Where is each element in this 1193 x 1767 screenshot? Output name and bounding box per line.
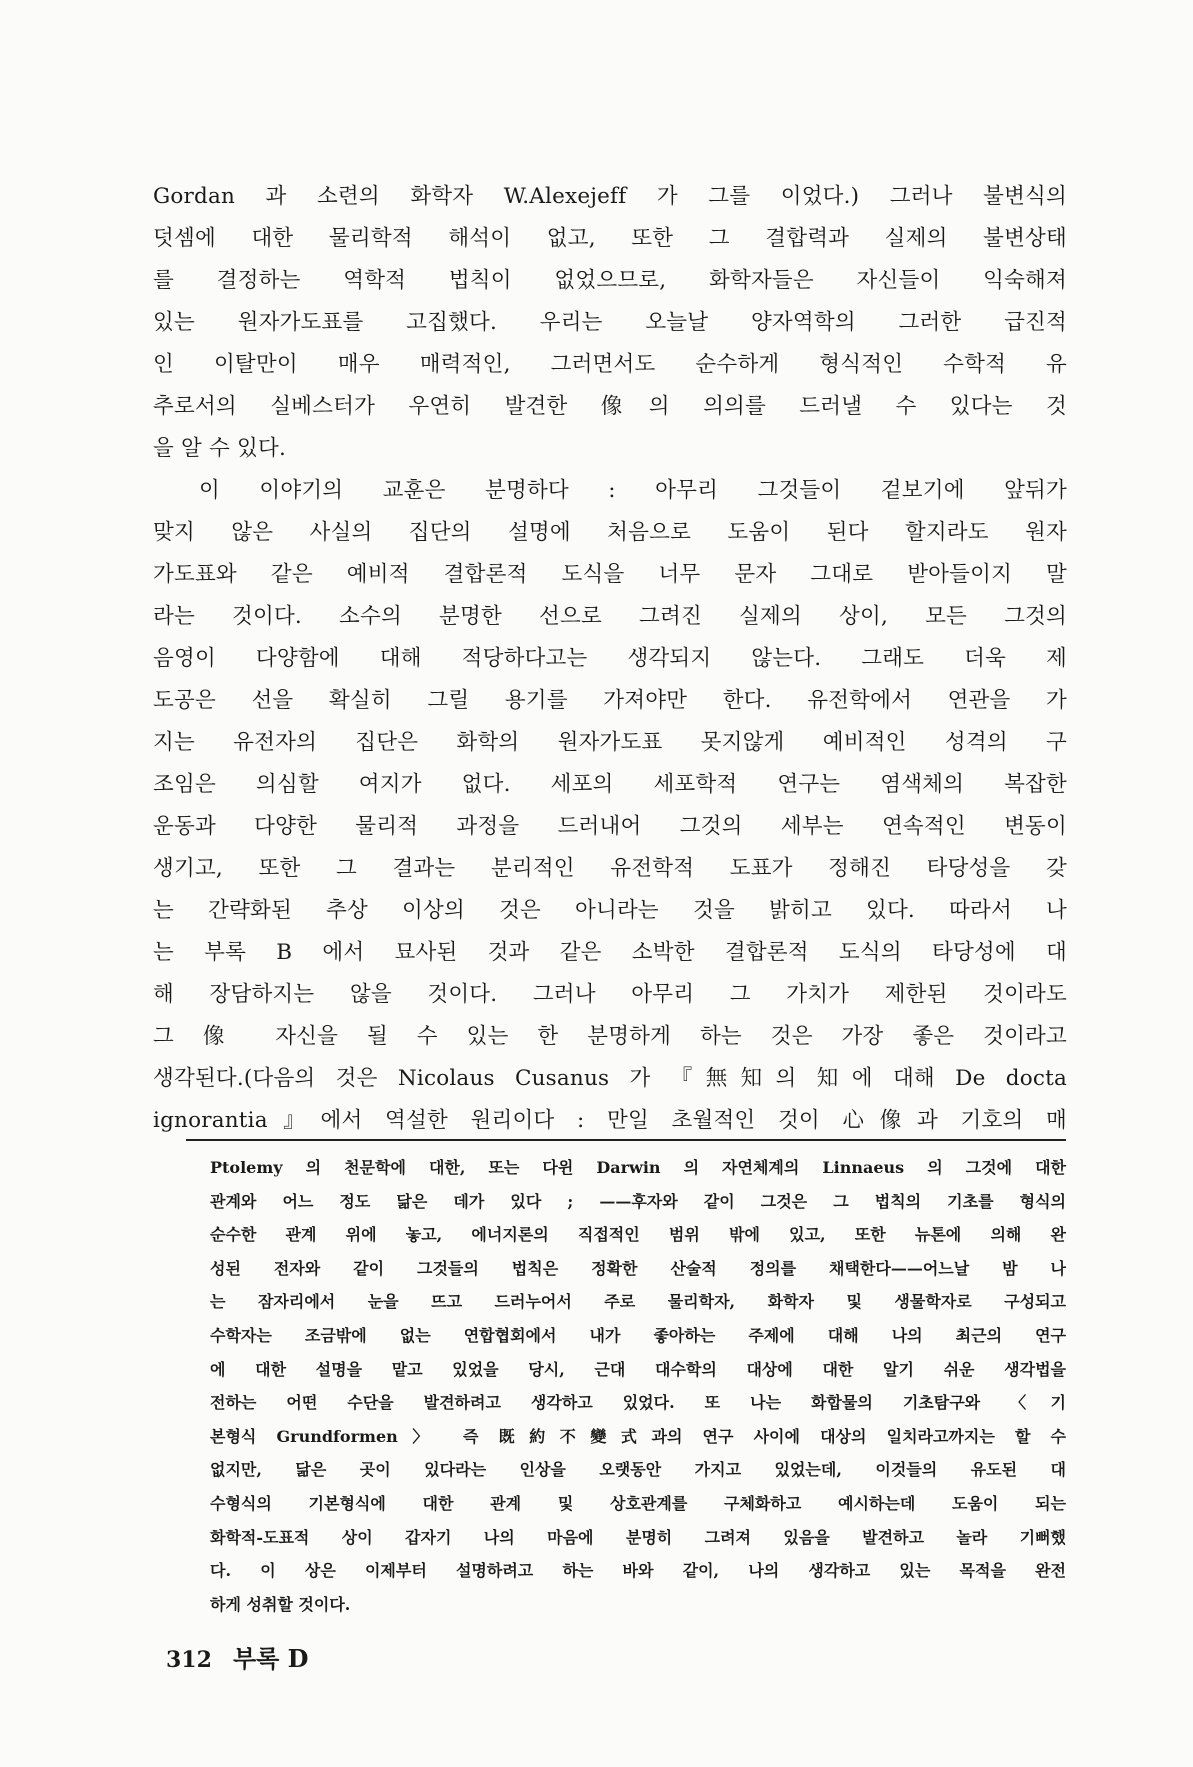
footnote-line: 에 대한 설명을 맡고 있었을 당시, 근대 대수학의 대상에 대한 알기 쉬운 생각법을 (210, 1359, 1066, 1379)
page-footer (166, 1639, 308, 1674)
body-line: 해 장담하지는 않을 것이다. 그러나 아무리 그 가치가 제한된 것이라도 (153, 982, 1067, 1007)
footnote-line: 관계와 어느 정도 닮은 데가 있다 ; ——후자와 같이 그것은 그 법칙의 기초를 형식의 (210, 1191, 1066, 1211)
body-line: 있는 원자가도표를 고집했다. 우리는 오늘날 양자역학의 그러한 급진적 (153, 310, 1067, 335)
body-line: 이 이야기의 교훈은 분명하다 : 아무리 그것들이 겉보기에 앞뒤가 (199, 478, 1067, 503)
body-line: 인 이탈만이 매우 매력적인, 그러면서도 순수하게 형식적인 수학적 유 (153, 352, 1067, 377)
body-line: 음영이 다양함에 대해 적당하다고는 생각되지 않는다. 그래도 더욱 제 (153, 646, 1067, 671)
footnote-line: 는 잠자리에서 눈을 뜨고 드러누어서 주로 물리학자, 화학자 및 생물학자로 구성되고 (210, 1292, 1066, 1312)
body-line: 를 결정하는 역학적 법칙이 없었으므로, 화학자들은 자신들이 익숙해져 (153, 268, 1067, 293)
body-line: 도공은 선을 확실히 그릴 용기를 가져야만 한다. 유전학에서 연관을 가 (153, 688, 1067, 713)
body-line: 을 알 수 있다. (153, 436, 286, 461)
body-text (153, 176, 1067, 1142)
footnote-divider (186, 1139, 1066, 1141)
footnote-line: 본형식 Grundformen〉 즉 既約不變式과의 연구 사이에 대상의 일치라고까지는 할 수 (210, 1426, 1066, 1446)
body-line: 생각된다.(다음의 것은 Nicolaus Cusanus 가 『無知의 知에 대해 De docta (153, 1066, 1067, 1091)
body-line: 맞지 않은 사실의 집단의 설명에 처음으로 도움이 된다 할지라도 원자 (153, 520, 1067, 545)
body-line: Gordan 과 소련의 화학자 W.Alexejeff 가 그를 이었다.) 그러나 불변식의 (153, 184, 1067, 209)
body-line: 가도표와 같은 예비적 결합론적 도식을 너무 문자 그대로 받아들이지 말 (153, 562, 1067, 587)
body-line: 라는 것이다. 소수의 분명한 선으로 그려진 실제의 상이, 모든 그것의 (153, 604, 1067, 629)
page-number: 312 (166, 1647, 212, 1673)
footnote-line: Ptolemy 의 천문학에 대한, 또는 다윈 Darwin 의 자연체계의 Linnaeus 의 그것에 대한 (210, 1158, 1066, 1177)
footnote-line: 전하는 어떤 수단을 발견하려고 생각하고 있었다. 또 나는 화합물의 기초탐구와 〈기 (210, 1393, 1066, 1413)
body-line: 운동과 다양한 물리적 과정을 드러내어 그것의 세부는 연속적인 변동이 (153, 814, 1067, 839)
footnote-line: 수학자는 조금밖에 없는 연합협회에서 내가 좋아하는 주제에 대해 나의 최근의 연구 (210, 1325, 1066, 1345)
body-line: 추로서의 실베스터가 우연히 발견한 像의 의의를 드러낼 수 있다는 것 (153, 394, 1067, 419)
body-line: 는 부록 B 에서 묘사된 것과 같은 소박한 결합론적 도식의 타당성에 대 (153, 940, 1067, 965)
footnote-line: 화학적-도표적 상이 갑자기 나의 마음에 분명히 그려져 있음을 발견하고 놀라 기뻐했 (210, 1527, 1066, 1547)
body-line: 조임은 의심할 여지가 없다. 세포의 세포학적 연구는 염색체의 복잡한 (153, 772, 1067, 797)
footnote-line: 성된 전자와 같이 그것들의 법칙은 정확한 산술적 정의를 채택한다——어느날 밤 나 (210, 1258, 1066, 1278)
body-line: 지는 유전자의 집단은 화학의 원자가도표 못지않게 예비적인 성격의 구 (153, 730, 1067, 755)
footnote-line: 순수한 관계 위에 놓고, 에너지론의 직접적인 범위 밖에 있고, 또한 뉴톤에 의해 완 (210, 1225, 1066, 1245)
section-label: 부록 D (232, 1644, 309, 1673)
footnote-line: 수형식의 기본형식에 대한 관계 및 상호관계를 구체화하고 예시하는데 도움이 되는 (210, 1493, 1066, 1513)
body-line: 는 간략화된 추상 이상의 것은 아니라는 것을 밝히고 있다. 따라서 나 (153, 898, 1067, 923)
footnote-text (210, 1151, 1066, 1621)
body-line: 덧셈에 대한 물리학적 해석이 없고, 또한 그 결합력과 실제의 불변상태 (153, 226, 1067, 251)
footnote-line: 다. 이 상은 이제부터 설명하려고 하는 바와 같이, 나의 생각하고 있는 목적을 완전 (210, 1561, 1066, 1581)
footnote-line: 하게 성취할 것이다. (210, 1594, 351, 1614)
body-line: ignorantia』에서 역설한 원리이다 : 만일 초월적인 것이 心像과 기호의 매 (153, 1108, 1067, 1133)
body-line: 그 像 자신을 될 수 있는 한 분명하게 하는 것은 가장 좋은 것이라고 (153, 1024, 1067, 1049)
body-line: 생기고, 또한 그 결과는 분리적인 유전학적 도표가 정해진 타당성을 갖 (153, 856, 1067, 881)
footnote-line: 없지만, 닮은 곳이 있다라는 인상을 오랫동안 가지고 있었는데, 이것들의 유도된 대 (210, 1460, 1066, 1480)
